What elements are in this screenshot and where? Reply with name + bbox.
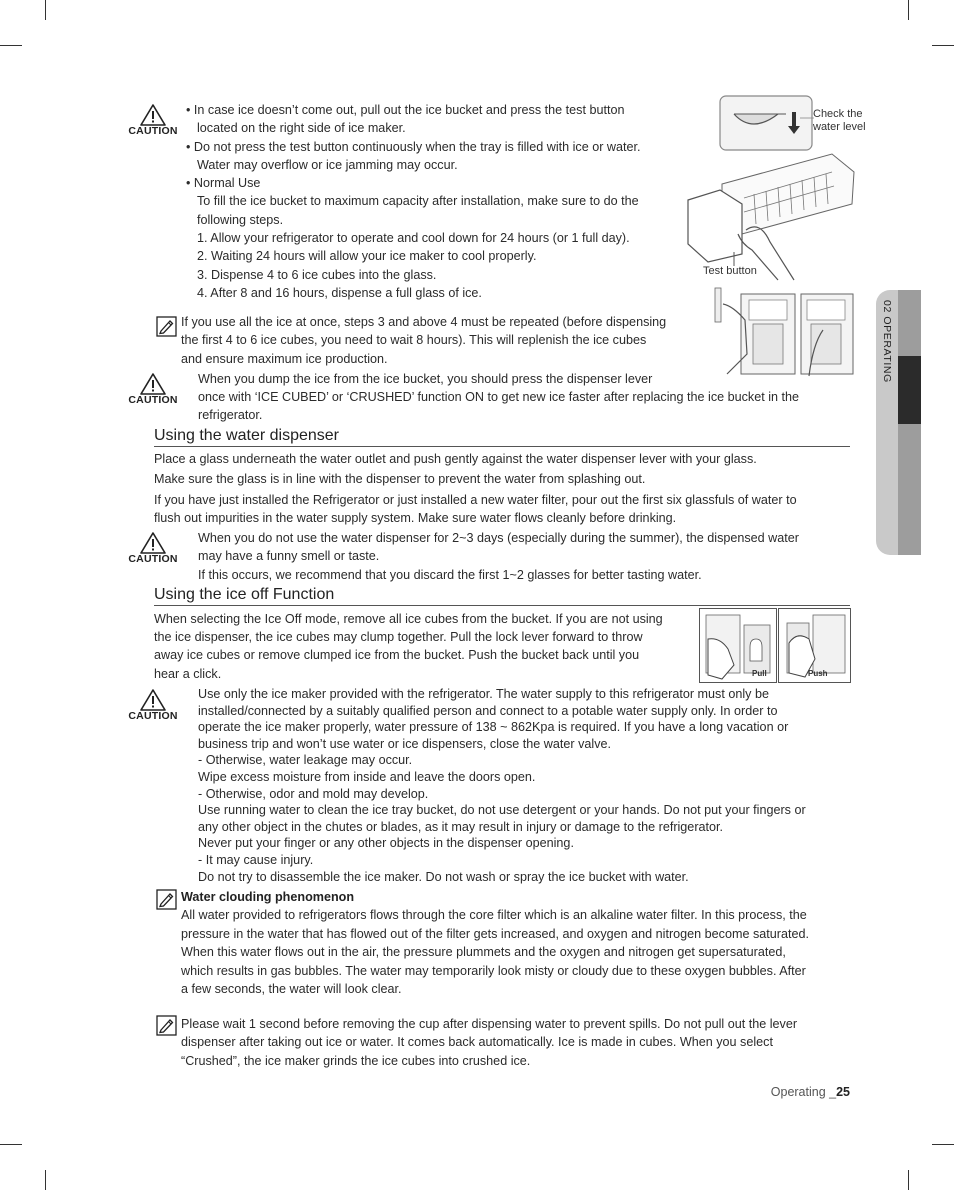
caution-text: When you dump the ice from the ice bucket, you should press the dispenser lever bbox=[198, 372, 653, 386]
pull-label: Pull bbox=[752, 669, 767, 678]
body-text: When selecting the Ice Off mode, remove all ice cubes from the bucket. If you are not using bbox=[154, 612, 663, 626]
note-line: “Crushed”, the ice maker grinds the ice cubes into crushed ice. bbox=[181, 1053, 531, 1068]
caution-icon bbox=[140, 104, 166, 126]
step-text: 2. Waiting 24 hours will allow your ice maker to cool properly. bbox=[197, 249, 537, 263]
note-icon bbox=[156, 316, 177, 337]
caution-line: - It may cause injury. bbox=[198, 852, 314, 867]
caution-line: installed/connected by a suitably qualified person and connect to a potable water supply only. In order to bbox=[198, 703, 778, 718]
section-heading-water-dispenser: Using the water dispenser bbox=[154, 426, 850, 447]
bullet-text: To fill the ice bucket to maximum capacity after installation, make sure to do the bbox=[197, 194, 639, 208]
caution-line: Wipe excess moisture from inside and leave the doors open. bbox=[198, 769, 536, 784]
caution-icon bbox=[140, 689, 166, 711]
bullet-text: • Do not press the test button continuously when the tray is filled with ice or water. bbox=[186, 140, 641, 154]
caution-text: once with ‘ICE CUBED’ or ‘CRUSHED’ function ON to get new ice faster after replacing the ice bucket in the bbox=[198, 390, 800, 404]
caution-line: business trip and won’t use water or ice dispensers, close the water valve. bbox=[198, 736, 611, 751]
crop-mark bbox=[0, 1144, 22, 1145]
dispenser-figure bbox=[697, 284, 857, 380]
body-text: Place a glass underneath the water outlet and push gently against the water dispenser lever with your glass. bbox=[154, 452, 757, 466]
note-text: the first 4 to 6 ice cubes, you need to wait 8 hours). This will replenish the ice cubes bbox=[181, 333, 647, 347]
note-line: a few seconds, the water will look clear. bbox=[181, 982, 402, 996]
note-line: dispenser after taking out ice or water. It comes back automatically. Ice is made in cubes. When you select bbox=[181, 1035, 773, 1050]
note-icon bbox=[156, 889, 177, 910]
caution-block-1 bbox=[125, 104, 181, 137]
body-text: Make sure the glass is in line with the dispenser to prevent the water from splashing out. bbox=[154, 472, 646, 486]
caution-line: Never put your finger or any other objects in the dispenser opening. bbox=[198, 836, 574, 851]
note-line: pressure in the water that has flowed out of the filter gets increased, and oxygen and nitrogen become saturated. bbox=[181, 926, 809, 941]
figure-label-check-level: Check the water level bbox=[813, 108, 866, 133]
note-text-block bbox=[181, 1015, 861, 1070]
page-footer bbox=[700, 1083, 850, 1101]
dispenser-illustration bbox=[697, 284, 857, 380]
crop-mark bbox=[932, 45, 954, 46]
note-text-block bbox=[181, 906, 861, 999]
caution-line: - Otherwise, water leakage may occur. bbox=[198, 753, 413, 768]
caution-line: any other object in the chutes or blades, as it may result in injury or damage to the refrigerator. bbox=[198, 819, 724, 834]
caution-text: refrigerator. bbox=[198, 408, 263, 422]
caution-text-block bbox=[198, 686, 858, 885]
chapter-tab-label: 02 OPERATING bbox=[881, 300, 893, 383]
note-title: Water clouding phenomenon bbox=[181, 890, 355, 904]
push-label: Push bbox=[808, 669, 828, 678]
bullet-text: • In case ice doesn’t come out, pull out the ice bucket and press the test button bbox=[186, 103, 625, 117]
caution-block-4 bbox=[125, 689, 181, 722]
bullet-text: following steps. bbox=[197, 213, 284, 227]
body-text: hear a click. bbox=[154, 667, 222, 681]
body-text: If you have just installed the Refrigerator or just installed a new water filter, pour out the first six glassfuls of water to bbox=[154, 493, 797, 507]
body-text: the ice dispenser, the ice cubes may clump together. Pull the lock lever forward to throw bbox=[154, 630, 643, 644]
footer-section: Operating _ bbox=[770, 1085, 837, 1099]
note-text: If you use all the ice at once, steps 3 and above 4 must be repeated (before dispensing bbox=[181, 315, 667, 329]
caution-line: Do not try to disassemble the ice maker. Do not wash or spray the ice bucket with water. bbox=[198, 869, 689, 884]
caution-icon bbox=[140, 373, 166, 395]
step-text: 4. After 8 and 16 hours, dispense a full glass of ice. bbox=[197, 286, 482, 300]
note-line: When this water flows out in the air, the pressure plummets and the oxygen and nitrogen get supersaturated, bbox=[181, 945, 786, 959]
caution-text: When you do not use the water dispenser for 2~3 days (especially during the summer), the dispensed water bbox=[198, 531, 799, 545]
body-text: away ice cubes or remove clumped ice from the bucket. Push the bucket back until you bbox=[154, 648, 640, 662]
crop-mark bbox=[932, 1144, 954, 1145]
caution-label: CAUTION bbox=[128, 553, 178, 565]
caution-label: CAUTION bbox=[128, 710, 178, 722]
page-number: 25 bbox=[836, 1085, 850, 1099]
bullet-text: Water may overflow or ice jamming may occur. bbox=[197, 158, 458, 172]
note-line: Please wait 1 second before removing the cup after dispensing water to prevent spills. Do not pull out the lever bbox=[181, 1017, 798, 1031]
caution-text: If this occurs, we recommend that you discard the first 1~2 glasses for better tasting water. bbox=[198, 568, 702, 582]
bullet-text: • Normal Use bbox=[186, 176, 261, 190]
section-heading-ice-off: Using the ice off Function bbox=[154, 585, 850, 606]
note-line: which results in gas bubbles. The water may temporarily look misty or cloudy due to these oxygen bubbles. After bbox=[181, 963, 806, 978]
figure-label-test-button: Test button bbox=[703, 265, 757, 277]
caution-line: operate the ice maker properly, water pressure of 138 ~ 862Kpa is required. If you have a long vacation or bbox=[198, 720, 789, 735]
caution-label: CAUTION bbox=[128, 125, 178, 137]
caution-label: CAUTION bbox=[128, 394, 178, 406]
caution-line: - Otherwise, odor and mold may develop. bbox=[198, 786, 429, 801]
caution-icon bbox=[140, 532, 166, 554]
crop-mark bbox=[0, 45, 22, 46]
crop-mark bbox=[908, 0, 909, 20]
caution-text: may have a funny smell or taste. bbox=[198, 549, 380, 563]
caution-block-3 bbox=[125, 532, 181, 565]
caution-line: Use only the ice maker provided with the refrigerator. The water supply to this refrigerator must only be bbox=[198, 687, 769, 701]
step-text: 3. Dispense 4 to 6 ice cubes into the glass. bbox=[197, 268, 437, 282]
bullet-text: located on the right side of ice maker. bbox=[197, 121, 406, 135]
note-text: and ensure maximum ice production. bbox=[181, 352, 388, 366]
caution-line: Use running water to clean the ice tray bucket, do not use detergent or your hands. Do not put your fingers or bbox=[198, 803, 806, 818]
body-text: flush out impurities in the water supply system. Make sure water flows cleanly before drinking. bbox=[154, 511, 677, 525]
note-icon bbox=[156, 1015, 177, 1036]
note-line: All water provided to refrigerators flows through the core filter which is an alkaline water filter. In this process, the bbox=[181, 908, 807, 922]
step-text: 1. Allow your refrigerator to operate and cool down for 24 hours (or 1 full day). bbox=[197, 231, 630, 245]
chapter-tab-marker bbox=[898, 356, 921, 424]
caution-block-2 bbox=[125, 373, 181, 406]
crop-mark bbox=[45, 0, 46, 20]
crop-mark bbox=[908, 1170, 909, 1190]
crop-mark bbox=[45, 1170, 46, 1190]
